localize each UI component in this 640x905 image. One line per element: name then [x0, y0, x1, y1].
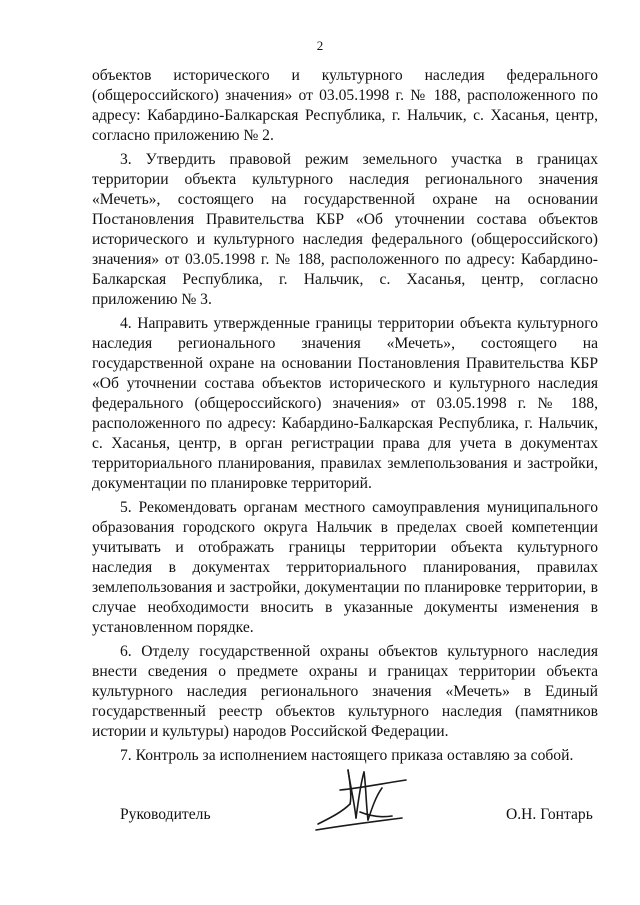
page-number: 2 — [316, 38, 324, 53]
handwritten-signature — [310, 760, 430, 836]
paragraph-item-5: 5. Рекомендовать органам местного самоуправления муниципального образования городского округа Нальчик в пределах своей компетенции учитывать и отображать границы территории объекта культурного наследия в документах территориального планирования, правилах землепользования и застройки, документации по планировке территории, в случае необходимости вносить в указанные документы изменения в установленном порядке. — [92, 499, 598, 636]
paragraph-item-6: 6. Отделу государственной охраны объектов культурного наследия внести сведения о предмете охраны и границах территории объекта культурного наследия регионального значения «Мечеть» в Единый государственный реестр объектов культурного наследия (памятников истории и культуры) народов Российской Федерации. — [92, 643, 598, 740]
paragraph-continuation: объектов исторического и культурного наследия федерального (общероссийского) значения» от 03.05.1998 г. № 188, расположенного по адресу: Кабардино-Балкарская Республика, г. Нальчик, с. Хасанья, центр, согласно приложению № 2. — [92, 67, 598, 144]
paragraph-item-7: 7. Контроль за исполнением настоящего приказа оставляю за собой. — [120, 747, 574, 764]
signer-name: О.Н. Гонтарь — [506, 806, 593, 823]
paragraph-item-4: 4. Направить утвержденные границы территории объекта культурного наследия регионального значения «Мечеть», состоящего на государственной охране на основании Постановления Правительства КБР «Об уточнении состава объектов исторического и культурного наследия федерального (общероссийского) значения» от 03.05.1998 г. № 188, расположенного по адресу: Кабардино-Балкарская Республика, г. Нальчик, с. Хасанья, центр, в орган регистрации права для учета в документах территориального планирования, правилах землепользования и застройки, документации по планировке территорий. — [92, 315, 598, 492]
document-body — [92, 66, 598, 770]
signature-block — [0, 760, 640, 840]
paragraph-item-3: 3. Утвердить правовой режим земельного участка в границах территории объекта культурного наследия регионального значения «Мечеть», состоящего на государственной охране на основании Постановления Правительства КБР «Об уточнении состава объектов исторического и культурного наследия федерального (общероссийского) значения» от 03.05.1998 г. № 188, расположенного по адресу: Кабардино-Балкарская Республика, г. Нальчик, с. Хасанья, центр, согласно приложению № 3. — [92, 151, 598, 308]
signer-title: Руководитель — [120, 806, 211, 823]
